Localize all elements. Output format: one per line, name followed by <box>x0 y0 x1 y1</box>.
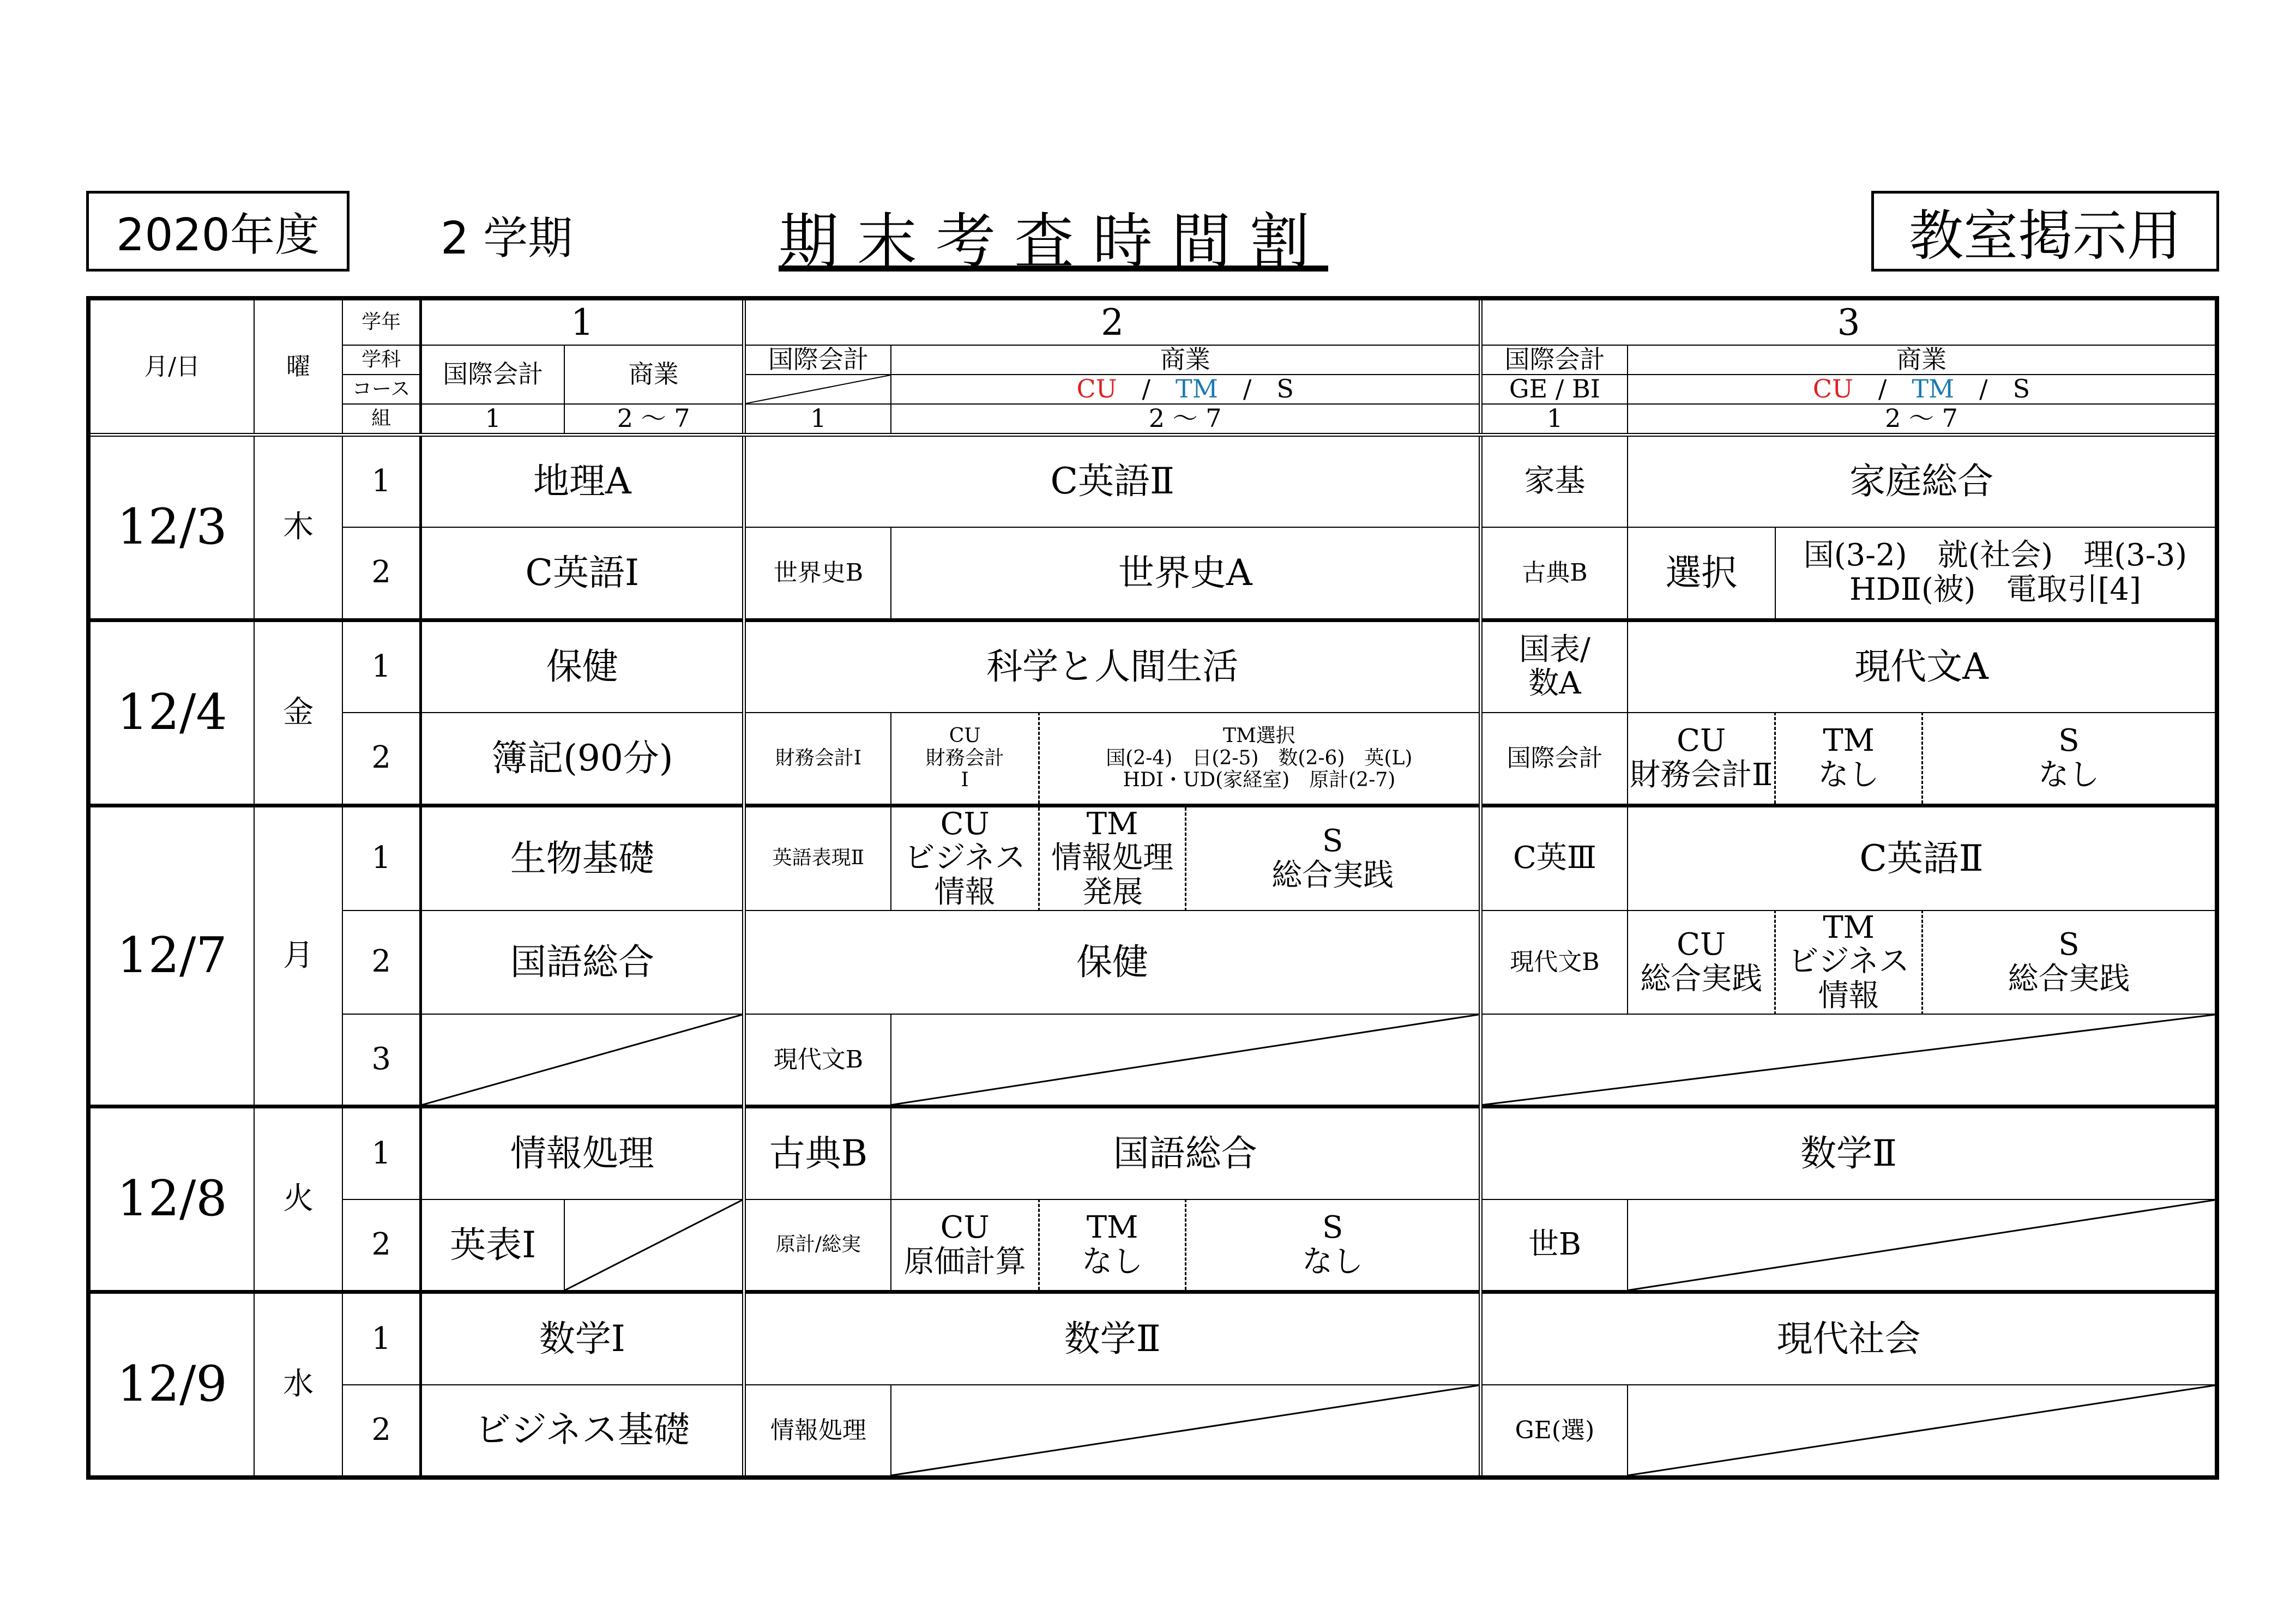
grade-label: 学年 <box>342 298 421 345</box>
exam-cell: 生物基礎 <box>421 805 744 911</box>
exam-cell: 数学Ⅱ <box>1480 1107 2217 1199</box>
exam-line: なし <box>2038 757 2100 793</box>
year-label: 2020年度 <box>116 209 320 261</box>
exam-cell: 現代文B <box>1480 911 1628 1014</box>
dow-cell: 火 <box>254 1107 342 1292</box>
exam-line: ビジネス情報 <box>904 840 1026 910</box>
exam-cell: 科学と人間生活 <box>744 620 1481 713</box>
exam-line: なし <box>1818 757 1879 793</box>
period-cell: 1 <box>342 1292 421 1385</box>
period-cell: 1 <box>342 435 421 527</box>
exam-cell: 英表Ⅰ <box>421 1199 564 1292</box>
exam-cell: 世界史A <box>891 527 1480 620</box>
date-cell: 12/4 <box>88 620 254 805</box>
period-cell: 2 <box>342 1199 421 1292</box>
course-label: コース <box>342 375 421 404</box>
g3-s-label: S <box>2012 375 2030 404</box>
header-row-dept <box>88 345 2217 375</box>
exam-line: CU <box>940 1209 990 1245</box>
exam-cell: 財務会計Ⅰ <box>744 713 891 805</box>
exam-cell: 現代社会 <box>1480 1292 2217 1385</box>
exam-line: ビジネス情報 <box>1788 944 1909 1014</box>
period-cell: 1 <box>342 620 421 713</box>
table-row <box>88 435 2217 527</box>
table-row <box>88 911 2217 1014</box>
exam-cell <box>1775 527 2217 620</box>
date-cell: 12/3 <box>88 435 254 620</box>
class-label: 組 <box>342 404 421 435</box>
empty-slot <box>1480 1014 2217 1107</box>
exam-cell <box>1922 911 2217 1014</box>
exam-line: S <box>1322 1209 1343 1245</box>
exam-line: 総合実践 <box>2008 961 2130 997</box>
sep: / <box>1979 375 1988 404</box>
exam-line: なし <box>1302 1244 1364 1280</box>
year-box <box>86 191 349 272</box>
table-row <box>88 620 2217 713</box>
elective-line: 国(3-2) 就(社会) 理(3-3) <box>1803 538 2187 574</box>
g3-class-2-7: 2 ～ 7 <box>1628 404 2217 435</box>
empty-slot <box>564 1199 744 1292</box>
exam-line: CU <box>940 806 990 842</box>
exam-line: TM <box>1823 910 1875 945</box>
g3-commerce-header: 商業 <box>1628 345 2217 375</box>
g3-class-1: 1 <box>1480 404 1628 435</box>
term-label: 2 学期 <box>441 213 573 264</box>
exam-cell: 国語総合 <box>891 1107 1480 1199</box>
exam-cell: 原計/総実 <box>744 1199 891 1292</box>
exam-line: なし <box>1082 1244 1143 1280</box>
elective-line: HDⅡ(被) 電取引[4] <box>1849 571 2141 607</box>
exam-cell <box>891 805 1039 911</box>
exam-cell: 数学Ⅰ <box>421 1292 744 1385</box>
period-cell: 2 <box>342 527 421 620</box>
exam-cell: 選択 <box>1628 527 1775 620</box>
g1-intl-header: 国際会計 <box>421 345 564 404</box>
exam-cell: 保健 <box>744 911 1481 1014</box>
g3-course-header <box>1628 375 2217 404</box>
exam-cell <box>1186 1199 1480 1292</box>
exam-line: CU <box>949 725 981 747</box>
table-row <box>88 527 2217 620</box>
header-row-grade <box>88 298 2217 345</box>
exam-cell: 英語表現Ⅱ <box>744 805 891 911</box>
exam-cell: C英Ⅲ <box>1480 805 1628 911</box>
dow-cell: 金 <box>254 620 342 805</box>
table-row <box>88 1292 2217 1385</box>
exam-line: HDⅠ・UD(家経室) 原計(2-7) <box>1123 768 1396 791</box>
period-cell: 2 <box>342 1385 421 1478</box>
empty-slot <box>1628 1199 2217 1292</box>
date-cell: 12/8 <box>88 1107 254 1292</box>
exam-line: CU <box>1677 927 1726 963</box>
g3-gebi-header: GE / BI <box>1480 375 1628 404</box>
exam-cell: 国際会計 <box>1480 713 1628 805</box>
period-cell: 1 <box>342 1107 421 1199</box>
sep: / <box>1142 375 1151 404</box>
exam-cell: C英語Ⅱ <box>1628 805 2217 911</box>
exam-line: S <box>1322 823 1343 859</box>
exam-timetable <box>86 296 2219 1480</box>
exam-line: TM <box>1086 806 1138 842</box>
empty-slot <box>891 1385 1480 1478</box>
table-row <box>88 713 2217 805</box>
exam-cell <box>1039 805 1186 911</box>
exam-line: 国(2-4) 日(2-5) 数(2-6) 英(L) <box>1106 746 1413 769</box>
period-cell: 2 <box>342 911 421 1014</box>
exam-line: S <box>2058 723 2080 759</box>
g3-tm-label: TM <box>1912 375 1955 404</box>
date-cell: 12/7 <box>88 805 254 1107</box>
exam-cell: 家庭総合 <box>1628 435 2217 527</box>
header-row-course <box>88 375 2217 404</box>
exam-cell: GE(選) <box>1480 1385 1628 1478</box>
table-row <box>88 1014 2217 1107</box>
exam-cell: 保健 <box>421 620 744 713</box>
exam-cell: C英語Ⅱ <box>744 435 1481 527</box>
g2-tm-label: TM <box>1176 375 1218 404</box>
exam-cell <box>1628 911 1775 1014</box>
exam-cell: 情報処理 <box>744 1385 891 1478</box>
exam-cell <box>1775 911 1923 1014</box>
exam-cell: 国語総合 <box>421 911 744 1014</box>
exam-line: 国表/ <box>1519 631 1590 667</box>
classroom-display-label: 教室掲示用 <box>1909 204 2181 268</box>
page-title: 期末考査時間割 <box>779 207 1328 276</box>
exam-cell: 古典B <box>1480 527 1628 620</box>
exam-cell <box>1480 620 1628 713</box>
sep: / <box>1243 375 1252 404</box>
exam-cell: 家基 <box>1480 435 1628 527</box>
g2-intl-course-blank <box>744 375 891 404</box>
exam-cell <box>1922 713 2217 805</box>
exam-line: CU <box>1677 723 1726 759</box>
g1-class-2-7: 2 ～ 7 <box>564 404 744 435</box>
grade-1-header: 1 <box>421 298 744 345</box>
exam-cell <box>891 713 1039 805</box>
exam-cell <box>1775 713 1923 805</box>
exam-cell: 古典B <box>744 1107 891 1199</box>
exam-cell: 世界史B <box>744 527 891 620</box>
dow-cell: 月 <box>254 805 342 1107</box>
g2-class-2-7: 2 ～ 7 <box>891 404 1480 435</box>
grade-3-header: 3 <box>1480 298 2217 345</box>
dow-header: 曜 <box>254 298 342 435</box>
exam-line: Ⅰ <box>961 768 969 791</box>
table-row <box>88 1199 2217 1292</box>
exam-cell <box>1628 713 1775 805</box>
exam-line: 情報処理発展 <box>1051 840 1174 910</box>
date-header: 月/日 <box>88 298 254 435</box>
dept-label: 学科 <box>342 345 421 375</box>
exam-line: 財務会計Ⅱ <box>1630 757 1773 793</box>
exam-line: TM <box>1086 1209 1138 1245</box>
grade-2-header: 2 <box>744 298 1481 345</box>
empty-slot <box>421 1014 744 1107</box>
table-row <box>88 805 2217 911</box>
exam-line: 数A <box>1528 666 1581 702</box>
table-row <box>88 1107 2217 1199</box>
exam-cell <box>1186 805 1480 911</box>
exam-cell: 現代文B <box>744 1014 891 1107</box>
period-cell: 1 <box>342 805 421 911</box>
exam-cell: 世B <box>1480 1199 1628 1292</box>
g3-cu-label: CU <box>1812 375 1853 404</box>
classroom-display-box <box>1871 191 2219 272</box>
exam-cell <box>1039 1199 1186 1292</box>
g1-class-1: 1 <box>421 404 564 435</box>
dow-cell: 木 <box>254 435 342 620</box>
exam-cell: ビジネス基礎 <box>421 1385 744 1478</box>
exam-cell <box>891 1199 1039 1292</box>
empty-slot <box>891 1014 1480 1107</box>
exam-cell: 簿記(90分) <box>421 713 744 805</box>
exam-line: 財務会計 <box>925 746 1004 769</box>
exam-line: TM <box>1823 723 1875 759</box>
exam-cell: 現代文A <box>1628 620 2217 713</box>
dow-cell: 水 <box>254 1292 342 1478</box>
g2-class-1: 1 <box>744 404 891 435</box>
exam-cell: 数学Ⅱ <box>744 1292 1481 1385</box>
exam-line: 原価計算 <box>903 1244 1026 1280</box>
exam-cell: C英語Ⅰ <box>421 527 744 620</box>
g2-course-header <box>891 375 1480 404</box>
empty-slot <box>1628 1385 2217 1478</box>
g2-intl-header: 国際会計 <box>744 345 891 375</box>
g1-commerce-header: 商業 <box>564 345 744 404</box>
exam-line: TM選択 <box>1222 725 1295 747</box>
period-cell: 3 <box>342 1014 421 1107</box>
g3-intl-header: 国際会計 <box>1480 345 1628 375</box>
exam-cell: 情報処理 <box>421 1107 744 1199</box>
sep: / <box>1878 375 1887 404</box>
exam-line: 総合実践 <box>1271 857 1394 893</box>
period-cell: 2 <box>342 713 421 805</box>
g2-cu-label: CU <box>1076 375 1117 404</box>
exam-cell: 地理A <box>421 435 744 527</box>
header-row-class <box>88 404 2217 435</box>
exam-line: S <box>2058 927 2080 963</box>
exam-cell <box>1039 713 1480 805</box>
g2-commerce-header: 商業 <box>891 345 1480 375</box>
exam-line: 総合実践 <box>1640 961 1763 997</box>
date-cell: 12/9 <box>88 1292 254 1478</box>
g2-s-label: S <box>1276 375 1294 404</box>
table-row <box>88 1385 2217 1478</box>
